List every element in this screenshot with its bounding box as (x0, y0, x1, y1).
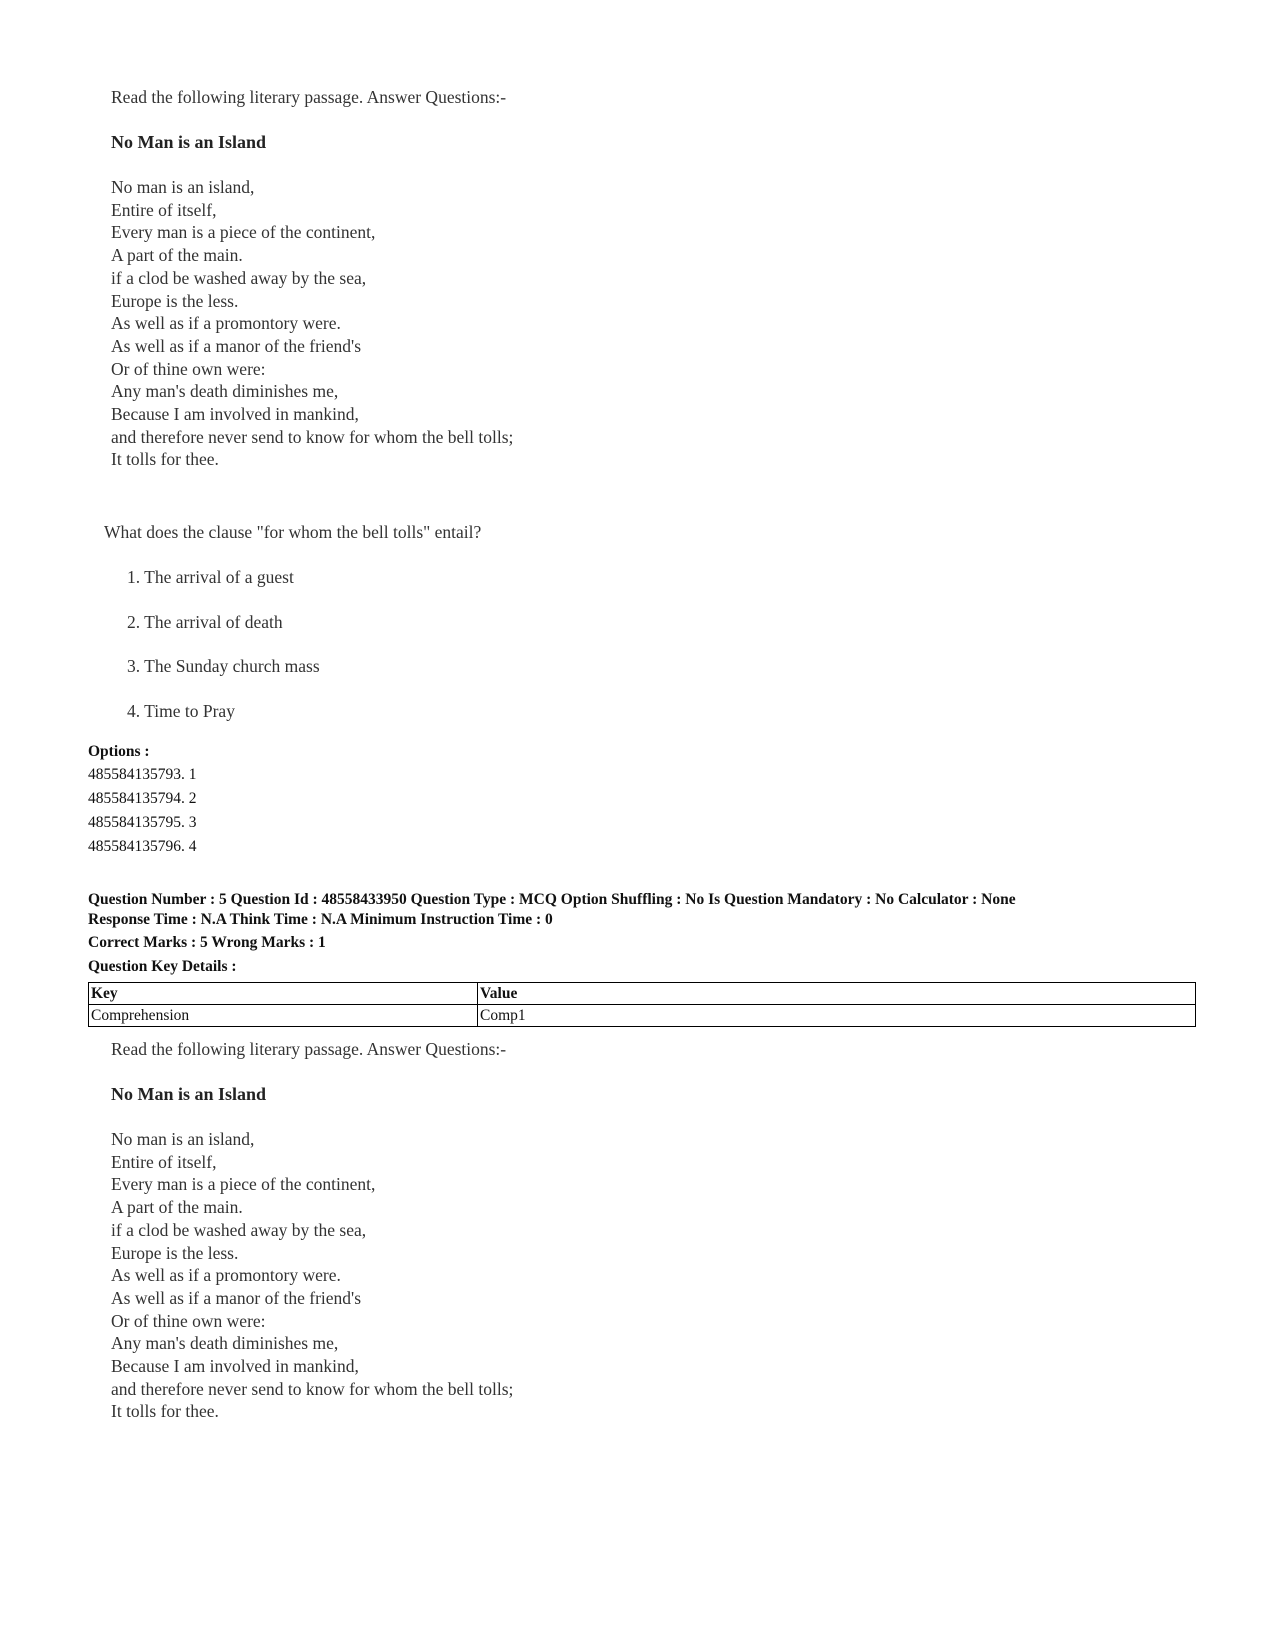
poem-line: It tolls for thee. (111, 449, 219, 470)
passage-title: No Man is an Island (111, 1084, 267, 1104)
poem-line: A part of the main. (111, 245, 243, 266)
table-header-cell: Value (478, 983, 1196, 1005)
option-item: 485584135796. 4 (88, 838, 197, 855)
table-header-cell: Key (89, 983, 478, 1005)
table-cell: Comp1 (478, 1005, 1196, 1027)
poem-line: if a clod be washed away by the sea, (111, 1219, 367, 1240)
poem-line: No man is an island, (111, 1129, 255, 1149)
poem-line: It tolls for thee. (111, 1401, 219, 1422)
question-key-table (88, 982, 1196, 1027)
table-row (89, 1005, 1196, 1027)
answer-choice: 1. The arrival of a guest (127, 567, 294, 587)
question-meta-line: Question Number : 5 Question Id : 48558433950 Question Type : MCQ Option Shuffling : No Is Question Mandatory : No Calculator : None (88, 891, 1016, 908)
poem-line: and therefore never send to know for whom the bell tolls; (111, 426, 514, 447)
poem-line: No man is an island, (111, 177, 255, 197)
poem-line: Every man is a piece of the continent, (111, 1174, 376, 1195)
key-details-label: Question Key Details : (88, 958, 237, 975)
poem-line: Entire of itself, (111, 199, 217, 220)
answer-choice: 4. Time to Pray (127, 700, 235, 721)
answer-choice: 3. The Sunday church mass (127, 656, 320, 676)
passage-intro: Read the following literary passage. Answer Questions:- (111, 87, 507, 107)
poem-line: and therefore never send to know for whom the bell tolls; (111, 1378, 514, 1399)
poem-line: Because I am involved in mankind, (111, 1356, 359, 1377)
question-text: What does the clause "for whom the bell tolls" entail? (104, 522, 482, 542)
poem-line: As well as if a manor of the friend's (111, 335, 362, 356)
options-block (88, 741, 197, 859)
poem-line: Or of thine own were: (111, 1310, 266, 1331)
question-meta (88, 890, 1198, 978)
option-item: 485584135794. 2 (88, 790, 197, 807)
marks-line: Correct Marks : 5 Wrong Marks : 1 (88, 934, 326, 951)
option-item: 485584135793. 1 (88, 766, 197, 783)
poem-line: if a clod be washed away by the sea, (111, 267, 367, 288)
passage-1 (111, 86, 513, 471)
options-label: Options : (88, 743, 150, 760)
poem-line: As well as if a promontory were. (111, 313, 341, 334)
table-header-row (89, 983, 1196, 1005)
poem-line: Or of thine own were: (111, 358, 266, 379)
poem-line: A part of the main. (111, 1197, 243, 1218)
passage-2 (111, 1038, 513, 1423)
option-item: 485584135795. 3 (88, 814, 197, 831)
poem-line: Any man's death diminishes me, (111, 1333, 339, 1354)
answer-choice: 2. The arrival of death (127, 611, 283, 632)
passage-intro: Read the following literary passage. Answer Questions:- (111, 1039, 507, 1059)
poem-line: Entire of itself, (111, 1151, 217, 1172)
poem-line: Europe is the less. (111, 1242, 239, 1263)
poem-line: Every man is a piece of the continent, (111, 222, 376, 243)
table-cell: Comprehension (89, 1005, 478, 1027)
poem (111, 176, 513, 471)
poem-line: Europe is the less. (111, 290, 239, 311)
question-meta-line: Response Time : N.A Think Time : N.A Minimum Instruction Time : 0 (88, 911, 553, 928)
poem-line: Because I am involved in mankind, (111, 404, 359, 425)
poem-line: As well as if a manor of the friend's (111, 1287, 362, 1308)
poem (111, 1128, 513, 1423)
poem-line: Any man's death diminishes me, (111, 381, 339, 402)
answer-choices (127, 566, 320, 744)
passage-title: No Man is an Island (111, 132, 267, 152)
poem-line: As well as if a promontory were. (111, 1265, 341, 1286)
